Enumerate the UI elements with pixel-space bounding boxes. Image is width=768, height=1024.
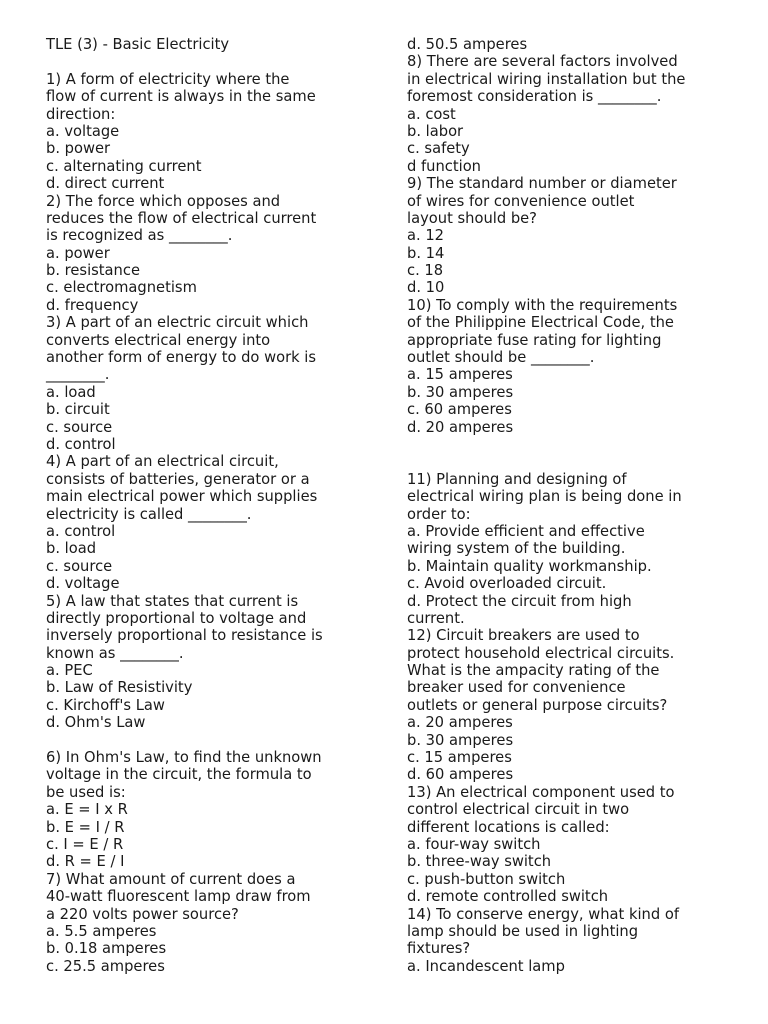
text-line: 1) A form of electricity where the <box>46 70 290 88</box>
text-line: flow of current is always in the same <box>46 88 316 106</box>
text-line: layout should be? <box>407 209 537 227</box>
blank-line <box>407 436 737 453</box>
text-line: a. four-way switch <box>407 835 541 853</box>
text-line: wiring system of the building. <box>407 540 626 558</box>
text-line: 6) In Ohm's Law, to find the unknown <box>46 749 322 767</box>
text-line: a. load <box>46 383 96 401</box>
text-line: outlets or general purpose circuits? <box>407 696 668 714</box>
document-title: TLE (3) - Basic Electricity <box>46 36 230 53</box>
text-line: d. voltage <box>46 575 120 593</box>
text-line: is recognized as ________. <box>46 227 233 245</box>
text-line: a. PEC <box>46 662 93 680</box>
text-line: c. 18 <box>407 262 444 280</box>
text-line: a 220 volts power source? <box>46 905 239 923</box>
text-line: order to: <box>407 505 471 523</box>
text-line: 14) To conserve energy, what kind of <box>407 905 680 923</box>
text-line: a. Incandescent lamp <box>407 957 565 975</box>
text-line: c. Avoid overloaded circuit. <box>407 575 607 593</box>
text-line: d. 10 <box>407 279 445 297</box>
text-line: d. remote controlled switch <box>407 888 609 906</box>
text-line: consists of batteries, generator or a <box>46 470 310 488</box>
text-line: appropriate fuse rating for lighting <box>407 331 662 349</box>
text-line: direction: <box>46 105 116 123</box>
text-line: 13) An electrical component used to <box>407 783 675 801</box>
text-line: c. push-button switch <box>407 870 566 888</box>
text-line: in electrical wiring installation but the <box>407 70 686 88</box>
text-line: voltage in the circuit, the formula to <box>46 766 312 784</box>
text-line: fixtures? <box>407 940 471 958</box>
text-line: c. 25.5 amperes <box>46 957 165 975</box>
text-line: electrical wiring plan is being done in <box>407 488 682 506</box>
text-line: b. E = I / R <box>46 818 125 836</box>
text-line: of the Philippine Electrical Code, the <box>407 314 674 332</box>
text-line: d function <box>407 157 481 175</box>
text-line: 11) Planning and designing of <box>407 470 627 488</box>
text-line: another form of energy to do work is <box>46 349 317 367</box>
left-column-lines <box>46 71 376 975</box>
text-line: lamp should be used in lighting <box>407 922 639 940</box>
text-line: converts electrical energy into <box>46 331 271 349</box>
text-line: protect household electrical circuits. <box>407 644 675 662</box>
text-line: 3) A part of an electric circuit which <box>46 314 309 332</box>
blank-line <box>46 732 376 749</box>
text-line: 5) A law that states that current is <box>46 592 299 610</box>
text-line: ________. <box>46 366 110 384</box>
text-line: 10) To comply with the requirements <box>407 296 678 314</box>
text-line: a. Provide efficient and effective <box>407 522 645 540</box>
text-line: b. power <box>46 140 111 158</box>
text-line: b. Maintain quality workmanship. <box>407 557 652 575</box>
text-line: 2) The force which opposes and <box>46 192 281 210</box>
text-line: c. 60 amperes <box>407 401 512 419</box>
text-line: a. E = I x R <box>46 801 128 819</box>
text-line: a. voltage <box>46 122 120 140</box>
text-line: d. control <box>46 435 116 453</box>
text-line: directly proportional to voltage and <box>46 609 307 627</box>
text-line: What is the ampacity rating of the <box>407 662 660 680</box>
text-line: inversely proportional to resistance is <box>46 627 323 645</box>
text-line: c. source <box>46 557 113 575</box>
text-line: different locations is called: <box>407 818 610 836</box>
text-line: 4) A part of an electrical circuit, <box>46 453 279 471</box>
text-line: a. control <box>46 522 116 540</box>
text-line: b. resistance <box>46 262 140 280</box>
text-line: a. 15 amperes <box>407 366 513 384</box>
text-line: 7) What amount of current does a <box>46 870 296 888</box>
text-line: a. 5.5 amperes <box>46 922 157 940</box>
text-line: d. Ohm's Law <box>46 714 146 732</box>
text-line: d. R = E / I <box>46 853 125 871</box>
text-line: b. 30 amperes <box>407 731 514 749</box>
text-line: breaker used for convenience <box>407 679 626 697</box>
text-line: main electrical power which supplies <box>46 488 318 506</box>
right-column-lines <box>407 36 737 975</box>
text-line: a. power <box>46 244 110 262</box>
text-line: b. 14 <box>407 244 445 262</box>
text-line: c. safety <box>407 140 470 158</box>
text-line: 9) The standard number or diameter <box>407 175 677 193</box>
text-line: a. 12 <box>407 227 445 245</box>
text-line: c. alternating current <box>46 157 202 175</box>
text-line: c. 15 amperes <box>407 749 512 767</box>
text-line: b. Law of Resistivity <box>46 679 193 697</box>
text-line: c. Kirchoff's Law <box>46 696 165 714</box>
text-line: d. 60 amperes <box>407 766 514 784</box>
text-line: d. 20 amperes <box>407 418 514 436</box>
text-line: d. frequency <box>46 296 139 314</box>
blank-line <box>407 453 737 470</box>
text-line: 40-watt fluorescent lamp draw from <box>46 888 311 906</box>
text-line: d. 50.5 amperes <box>407 36 528 53</box>
text-line: be used is: <box>46 783 126 801</box>
text-line: c. electromagnetism <box>46 279 197 297</box>
text-line: d. Protect the circuit from high <box>407 592 632 610</box>
text-line: current. <box>407 609 465 627</box>
text-line: control electrical circuit in two <box>407 801 630 819</box>
text-line: 12) Circuit breakers are used to <box>407 627 640 645</box>
text-line: b. 0.18 amperes <box>46 940 167 958</box>
text-line: electricity is called ________. <box>46 505 252 523</box>
left-column <box>46 36 376 975</box>
text-line: a. cost <box>407 105 456 123</box>
text-line: c. source <box>46 418 113 436</box>
text-line: known as ________. <box>46 644 184 662</box>
text-line: b. circuit <box>46 401 110 419</box>
text-line: 8) There are several factors involved <box>407 53 678 71</box>
text-line: b. load <box>46 540 97 558</box>
text-line: b. three-way switch <box>407 853 552 871</box>
text-line: outlet should be ________. <box>407 349 595 367</box>
text-line: b. 30 amperes <box>407 383 514 401</box>
text-line: of wires for convenience outlet <box>407 192 635 210</box>
right-column <box>407 36 737 975</box>
text-line: b. labor <box>407 122 464 140</box>
text-line: foremost consideration is ________. <box>407 88 662 106</box>
text-line: reduces the flow of electrical current <box>46 209 317 227</box>
text-line: c. I = E / R <box>46 835 124 853</box>
text-line: a. 20 amperes <box>407 714 513 732</box>
text-line: d. direct current <box>46 175 165 193</box>
